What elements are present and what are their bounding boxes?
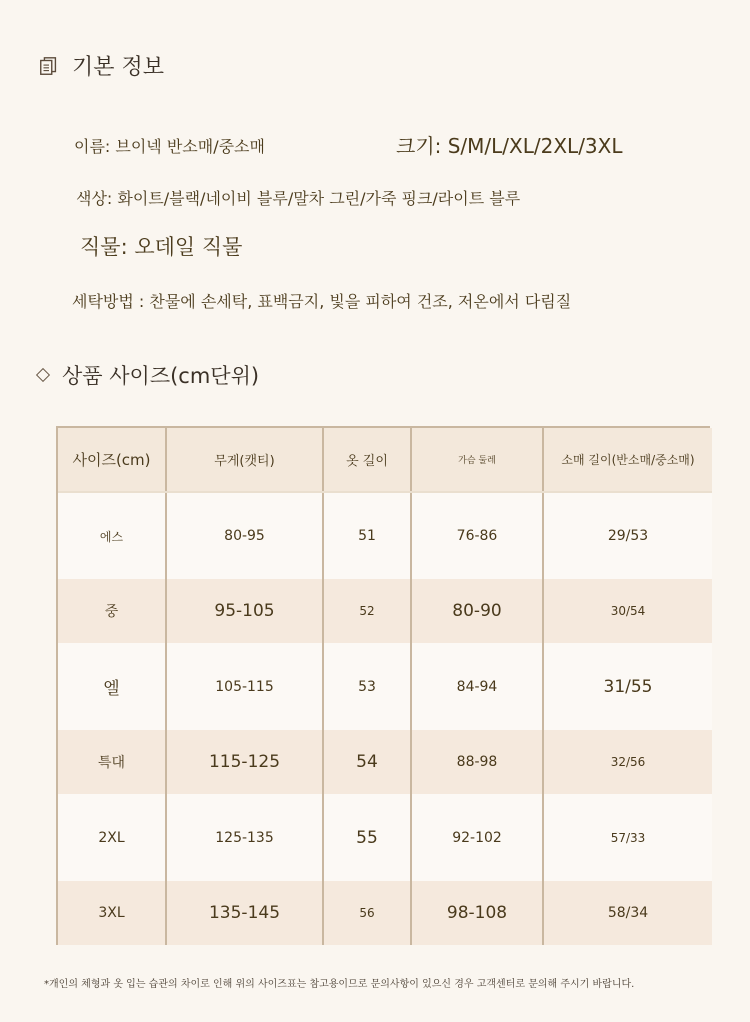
weight-cell: 115-125 — [166, 730, 323, 794]
weight-cell: 95-105 — [166, 579, 323, 643]
weight-cell: 135-145 — [166, 881, 323, 945]
table-row — [58, 579, 712, 643]
chest-cell: 92-102 — [411, 794, 543, 881]
chest-cell: 88-98 — [411, 730, 543, 794]
product-name: 이름: 브이넥 반소매/중소매 — [74, 137, 265, 156]
table-row — [58, 730, 712, 794]
length-cell: 52 — [323, 579, 411, 643]
header-sleeve: 소매 길이(반소매/중소매) — [543, 428, 712, 492]
sleeve-cell: 32/56 — [543, 730, 712, 794]
header-length: 옷 길이 — [323, 428, 411, 492]
sleeve-cell: 31/55 — [543, 643, 712, 730]
basic-info-header — [38, 50, 164, 81]
table-row — [58, 643, 712, 730]
chest-cell: 76-86 — [411, 492, 543, 579]
chest-cell: 84-94 — [411, 643, 543, 730]
size-cell: 2XL — [98, 829, 125, 846]
basic-info-title: 기본 정보 — [72, 55, 165, 80]
product-size: 크기: S/M/L/XL/2XL/3XL — [396, 134, 623, 158]
length-cell: 56 — [323, 881, 411, 945]
table-header-row — [58, 428, 712, 492]
table-row — [58, 492, 712, 579]
product-color: 색상: 화이트/블랙/네이비 블루/말차 그린/가죽 핑크/라이트 블루 — [76, 189, 521, 208]
length-cell: 51 — [323, 492, 411, 579]
chest-cell: 98-108 — [411, 881, 543, 945]
size-cell: 에스 — [99, 529, 124, 544]
header-chest: 가슴 둘레 — [411, 428, 543, 492]
table-row — [58, 881, 712, 945]
size-cell: 특대 — [97, 755, 126, 771]
sleeve-cell: 57/33 — [543, 794, 712, 881]
header-size: 사이즈(cm) — [58, 428, 166, 492]
header-weight: 무게(캣티) — [166, 428, 323, 492]
table-row — [58, 794, 712, 881]
sleeve-cell: 58/34 — [543, 881, 712, 945]
diamond-icon — [36, 368, 50, 382]
length-cell: 54 — [323, 730, 411, 794]
size-cell: 3XL — [98, 905, 125, 921]
sleeve-cell: 29/53 — [543, 492, 712, 579]
weight-cell: 80-95 — [166, 492, 323, 579]
length-cell: 55 — [323, 794, 411, 881]
wash-instructions: 세탁방법 : 찬물에 손세탁, 표백금지, 빛을 피하여 건조, 저온에서 다림질 — [72, 292, 572, 311]
weight-cell: 105-115 — [166, 643, 323, 730]
document-copy-icon — [38, 55, 60, 77]
size-table — [56, 426, 710, 945]
size-disclaimer: *개인의 체형과 옷 입는 습관의 차이로 인해 위의 사이즈표는 참고용이므로 문의사항이 있으신 경우 고객센터로 문의해 주시기 바랍니다. — [44, 979, 635, 990]
size-section-header — [38, 360, 259, 390]
size-cell: 엘 — [103, 679, 120, 699]
sleeve-cell: 30/54 — [543, 579, 712, 643]
size-section-title: 상품 사이즈(cm단위) — [62, 364, 260, 388]
product-fabric: 직물: 오데일 직물 — [80, 235, 243, 259]
size-cell: 중 — [104, 604, 119, 620]
length-cell: 53 — [323, 643, 411, 730]
weight-cell: 125-135 — [166, 794, 323, 881]
chest-cell: 80-90 — [411, 579, 543, 643]
